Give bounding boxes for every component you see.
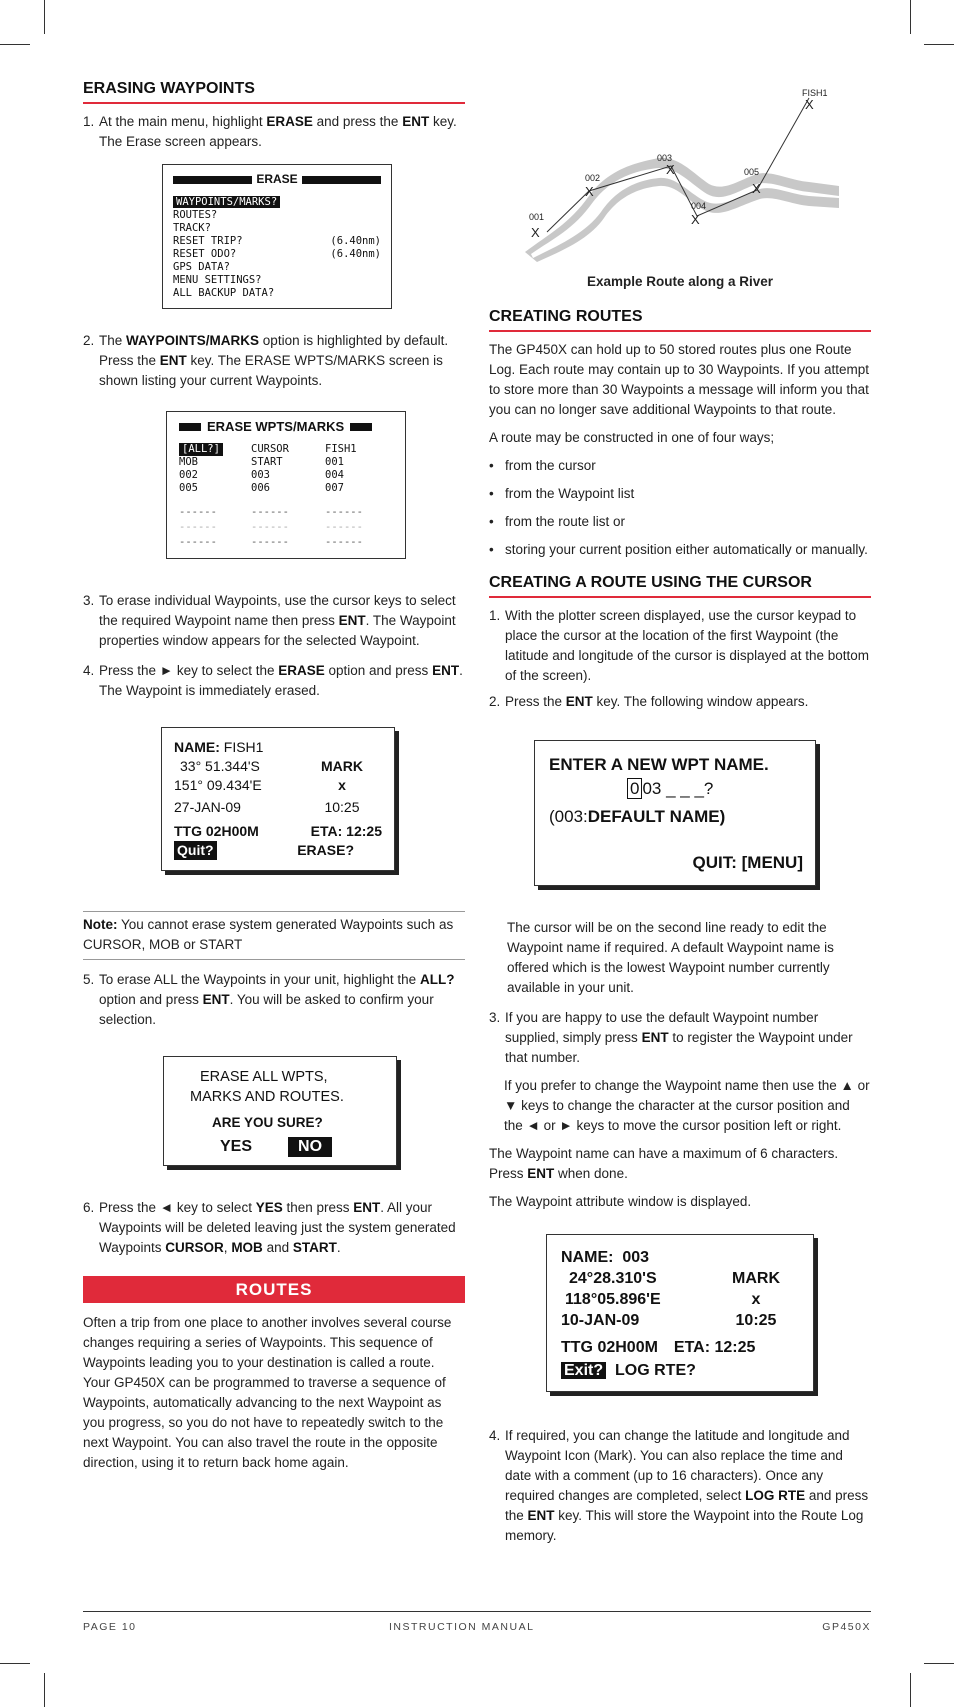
- note-text: You cannot erase system generated Waypoints such as CURSOR, MOB or START: [83, 917, 454, 952]
- step-number: 2.: [83, 333, 95, 348]
- erase-screen-title: ERASE: [256, 172, 298, 186]
- menu-item-label: RESET ODO?: [173, 248, 237, 260]
- up-arrow-icon: ▲: [840, 1078, 854, 1093]
- river-route-diagram: [509, 84, 849, 264]
- left-column: [83, 78, 465, 1481]
- title-bar: [173, 176, 252, 184]
- menu-item-value: (6.40nm): [330, 235, 381, 247]
- eta: ETA: 12:25: [310, 823, 382, 839]
- erase-menu-item: ROUTES?: [173, 209, 218, 221]
- menu-item-label: RESET TRIP?: [173, 235, 243, 247]
- confirm-question: ARE YOU SURE?: [212, 1115, 323, 1130]
- step-text: key. The Erase screen appears.: [99, 114, 457, 149]
- wpt-cell: START: [251, 456, 283, 468]
- section-heading-route-using-cursor: CREATING A ROUTE USING THE CURSOR: [489, 572, 871, 598]
- wpt-cell: 001: [325, 456, 344, 468]
- bold-term: ENT: [353, 1200, 381, 1215]
- wpt-cell: 006: [251, 482, 270, 494]
- erase-menu-item: [173, 196, 381, 209]
- river-label: 002: [585, 173, 601, 183]
- waypoint-marker: X: [805, 97, 814, 112]
- right-arrow-icon: ►: [159, 663, 174, 678]
- step-number: 3.: [489, 1010, 501, 1025]
- wpt-cell: 003: [251, 469, 270, 481]
- bullet-icon: •: [489, 486, 494, 501]
- crop-mark: [910, 1673, 911, 1707]
- cursor-step-1: [489, 606, 871, 686]
- mark-icon: x: [338, 777, 346, 793]
- wpt-cell: CURSOR: [251, 443, 289, 455]
- river-bank: [525, 158, 839, 262]
- wpt-blank: ------: [179, 536, 217, 548]
- page-number: PAGE 10: [83, 1621, 137, 1633]
- menu-item-value: (6.40nm): [330, 248, 381, 260]
- step-number: 2.: [489, 694, 501, 709]
- down-arrow-icon: ▼: [504, 1098, 518, 1113]
- bullet-icon: •: [489, 458, 494, 473]
- para-text: keys to move the cursor position left or right.: [572, 1118, 842, 1133]
- note-label: Note:: [83, 917, 118, 932]
- wpt-cell: 005: [179, 482, 198, 494]
- left-arrow-icon: ◄: [159, 1200, 174, 1215]
- crop-mark: [910, 0, 911, 34]
- list-item-text: from the cursor: [505, 458, 596, 473]
- right-arrow-icon: ►: [559, 1118, 573, 1133]
- erase-menu-screen: [162, 164, 392, 309]
- bold-term: ENT: [565, 694, 593, 709]
- waypoint-marker: X: [531, 225, 540, 240]
- bold-term: ALL?: [419, 972, 455, 987]
- erase-option: ERASE?: [297, 842, 354, 858]
- attribute-window-paragraph: The Waypoint attribute window is displayed.: [489, 1194, 752, 1209]
- step-text: then press: [282, 1200, 354, 1215]
- para-text: The Waypoint name can have a maximum of 6 characters. Press: [489, 1146, 839, 1181]
- routes-section-band: ROUTES: [83, 1276, 465, 1303]
- title-bar: [302, 176, 381, 184]
- erase-all-confirm-screen: [163, 1056, 397, 1166]
- title-bar: [350, 423, 372, 431]
- bullet-icon: •: [489, 542, 494, 557]
- step-text: key. This will store the Waypoint into the Route Log memory.: [505, 1508, 864, 1543]
- step-text: .: [336, 1240, 341, 1255]
- river-label: 003: [657, 153, 673, 163]
- step-text: key to select: [173, 1200, 256, 1215]
- wpts-screen-title: ERASE WPTS/MARKS: [207, 419, 345, 434]
- mark-label: MARK: [732, 1270, 780, 1287]
- page-footer: [83, 1611, 871, 1633]
- mark-icon: x: [751, 1291, 761, 1308]
- list-item: [489, 456, 871, 476]
- list-item-text: storing your current position either automatically or manually.: [505, 542, 868, 557]
- cursor-step-2: [489, 692, 871, 712]
- waypoint-marker: X: [752, 181, 761, 196]
- step-text: and press the: [505, 1488, 869, 1523]
- step-text: option and press: [99, 992, 203, 1007]
- step-6: [83, 1198, 465, 1258]
- model-name: GP450X: [822, 1621, 871, 1633]
- erase-wpts-screen: [166, 411, 406, 559]
- step-text: Press the: [99, 1200, 160, 1215]
- name-label: NAME:: [174, 739, 220, 755]
- river-label: 001: [529, 212, 545, 222]
- para-text: or: [853, 1078, 870, 1093]
- step-text: and press the: [312, 114, 403, 129]
- wpt-blank: ------: [251, 521, 289, 533]
- list-item: [489, 512, 871, 532]
- bold-term: ENT: [527, 1508, 555, 1523]
- quit-option: Quit?: [174, 841, 217, 860]
- longitude: 151° 09.434'E: [174, 777, 262, 793]
- title-bar: [179, 423, 201, 431]
- river-label: FISH1: [802, 88, 828, 98]
- step-number: 5.: [83, 972, 95, 987]
- wpt-cell: MOB: [179, 456, 198, 468]
- bold-term: ENT: [641, 1030, 669, 1045]
- bold-term: ENT: [338, 613, 366, 628]
- list-item-text: from the route list or: [505, 514, 626, 529]
- erase-menu-item: MENU SETTINGS?: [173, 274, 262, 286]
- step-1: [83, 112, 465, 152]
- step-text: option and press: [324, 663, 433, 678]
- no-option: NO: [288, 1137, 332, 1157]
- wpt-cell: 002: [179, 469, 198, 481]
- bold-term: ERASE: [266, 114, 313, 129]
- bold-term: ENT: [159, 353, 187, 368]
- bold-term: MOB: [231, 1240, 263, 1255]
- change-name-paragraph: [504, 1076, 871, 1136]
- list-item: [489, 540, 871, 560]
- step-number: 6.: [83, 1200, 95, 1215]
- crop-mark: [44, 1673, 45, 1707]
- date: 27-JAN-09: [174, 799, 241, 815]
- eta: ETA: 12:25: [673, 1339, 756, 1356]
- yes-option: YES: [220, 1138, 253, 1155]
- para-text: when done.: [554, 1166, 628, 1181]
- new-waypoint-name-screen: [534, 740, 816, 886]
- para-text: keys to change the character at the cursor position and the: [504, 1098, 850, 1133]
- default-name-label: DEFAULT NAME): [587, 807, 726, 826]
- right-column: [489, 84, 871, 1552]
- bold-term: ERASE: [278, 663, 325, 678]
- ways-intro: A route may be constructed in one of four ways;: [489, 430, 775, 445]
- step-number: 4.: [489, 1428, 501, 1443]
- list-item-text: from the Waypoint list: [505, 486, 635, 501]
- mark-label: MARK: [321, 758, 363, 774]
- max-chars-paragraph: [489, 1144, 871, 1184]
- left-arrow-icon: ◄: [526, 1118, 540, 1133]
- manual-title: INSTRUCTION MANUAL: [389, 1621, 535, 1633]
- step-3: [83, 591, 465, 651]
- name-label: NAME:: [561, 1249, 614, 1266]
- step-text: option is highlighted by default. Press the: [99, 333, 449, 368]
- crop-mark: [44, 0, 45, 34]
- waypoint-marker: X: [666, 162, 675, 177]
- crop-mark: [0, 44, 30, 45]
- name-entry: 03 _ _ _?: [642, 779, 714, 798]
- time: 10:25: [735, 1312, 777, 1329]
- waypoint-name: FISH1: [223, 739, 264, 755]
- step-text: To erase ALL the Waypoints in your unit, highlight the: [99, 972, 420, 987]
- step-text: Press the: [505, 694, 566, 709]
- wpt-blank: ------: [325, 536, 363, 548]
- time: 10:25: [324, 799, 360, 815]
- bold-term: START: [292, 1240, 337, 1255]
- step-4: [83, 661, 465, 701]
- bullet-icon: •: [489, 514, 494, 529]
- menu-item-selected: WAYPOINTS/MARKS?: [173, 196, 280, 208]
- ttg: TTG 02H00M: [174, 823, 259, 839]
- creating-routes-paragraph: The GP450X can hold up to 50 stored routes plus one Route Log. Each route may contain up to 30 Waypoints. If you attempt to store more than 30 Waypoints a message will inform you that you can no longer save additional Waypoints to that route.: [489, 342, 869, 417]
- erase-menu-item: TRACK?: [173, 222, 211, 234]
- bold-term: ENT: [432, 663, 460, 678]
- edit-cursor: 0: [627, 778, 642, 799]
- exit-option: Exit?: [561, 1362, 606, 1379]
- para-text: If you prefer to change the Waypoint name then use the: [504, 1078, 841, 1093]
- wpt-cell: 004: [325, 469, 344, 481]
- section-heading-creating-routes: CREATING ROUTES: [489, 306, 871, 332]
- step-text: . The Waypoint is immediately erased.: [99, 663, 463, 698]
- cursor-step-4: [489, 1426, 871, 1546]
- step-number: 1.: [83, 114, 95, 129]
- bold-term: LOG RTE: [745, 1488, 806, 1503]
- step-number: 3.: [83, 593, 95, 608]
- erase-menu-item: [173, 235, 381, 248]
- bold-term: YES: [255, 1200, 283, 1215]
- step-text: With the plotter screen displayed, use the cursor keypad to place the cursor at the location of the first Waypoint (the latitude and longitude of the cursor is displayed at the bottom of the screen).: [505, 608, 869, 683]
- wpt-blank: ------: [179, 506, 217, 518]
- step-text: to register the Waypoint under that number.: [505, 1030, 853, 1065]
- new-wpt-title: ENTER A NEW WPT NAME.: [549, 755, 769, 774]
- crop-mark: [0, 1663, 30, 1664]
- latitude: 33° 51.344'S: [180, 758, 260, 774]
- erase-menu-item: ALL BACKUP DATA?: [173, 287, 275, 299]
- wpt-cell: FISH1: [325, 443, 357, 455]
- date: 10-JAN-09: [561, 1312, 640, 1329]
- river-label: 004: [691, 201, 707, 211]
- bold-term: ENT: [402, 114, 430, 129]
- longitude: 118°05.896'E: [565, 1291, 661, 1308]
- bold-term: ENT: [527, 1166, 555, 1181]
- list-item: [489, 484, 871, 504]
- erase-menu-item: [173, 248, 381, 261]
- wpt-cell-selected: [ALL?]: [179, 443, 223, 456]
- ttg: TTG 02H00M: [561, 1339, 658, 1356]
- waypoint-name: 003: [622, 1249, 650, 1266]
- step-text: . The Waypoint properties window appears for the selected Waypoint.: [99, 613, 456, 648]
- wpt-cell: 007: [325, 482, 344, 494]
- step-text: key to select the: [173, 663, 279, 678]
- erase-menu-item: GPS DATA?: [173, 261, 230, 273]
- step-text: If required, you can change the latitude and longitude and Waypoint Icon (Mark). You can also replace the time and date with a comment (up to 16 characters). Once any required changes are completed, select: [505, 1428, 850, 1503]
- crop-mark: [924, 44, 954, 45]
- para-text: or: [539, 1118, 560, 1133]
- wpt-blank: ------: [179, 521, 217, 533]
- step-text: and: [262, 1240, 293, 1255]
- step-text: key. The ERASE WPTS/MARKS screen is shown listing your current Waypoints.: [99, 353, 443, 388]
- waypoint-marker: X: [691, 212, 700, 227]
- step-text: ,: [223, 1240, 232, 1255]
- cursor-note-paragraph: The cursor will be on the second line ready to edit the Waypoint name if required. A default Waypoint name is offered which is the lowest Waypoint number currently available in your unit.: [507, 920, 834, 995]
- step-text: The: [99, 333, 127, 348]
- step-text: . You will be asked to confirm your selection.: [99, 992, 434, 1027]
- waypoint-attribute-screen: [546, 1234, 814, 1392]
- wpt-blank: ------: [251, 536, 289, 548]
- step-text: . All your Waypoints will be deleted leaving just the system generated Waypoints: [99, 1200, 456, 1255]
- step-text: If you are happy to use the default Waypoint number supplied, simply press: [505, 1010, 819, 1045]
- bold-term: CURSOR: [165, 1240, 224, 1255]
- bold-term: ENT: [202, 992, 230, 1007]
- quit-menu-hint: QUIT: [MENU]: [692, 853, 803, 872]
- crop-mark: [924, 1663, 954, 1664]
- step-2: [83, 331, 465, 391]
- step-number: 4.: [83, 663, 95, 678]
- default-prefix: (003:: [549, 807, 588, 826]
- step-text: Press the: [99, 663, 160, 678]
- step-text: At the main menu, highlight: [99, 114, 267, 129]
- latitude: 24°28.310'S: [569, 1270, 657, 1287]
- river-label: 005: [744, 167, 760, 177]
- fish1-waypoint-screen: [161, 727, 395, 871]
- bold-term: WAYPOINTS/MARKS: [126, 333, 260, 348]
- river-diagram-caption: Example Route along a River: [586, 274, 774, 289]
- routes-intro-paragraph: Often a trip from one place to another involves several course changes requiring a series of Waypoints. This sequence of Waypoints leading you to your destination is called a route. Your GP450X can be programmed to traverse a sequence of Waypoints, automatically advancing to the next Waypoint as you progress, so you do not have to repeatedly switch to the next Waypoint. You can also travel the route in the opposite direction, using it to return back home again.: [83, 1315, 452, 1470]
- wpt-blank: ------: [325, 521, 363, 533]
- ways-list: [489, 456, 871, 560]
- confirm-line-1: ERASE ALL WPTS,: [200, 1069, 328, 1085]
- step-5: [83, 970, 465, 1030]
- step-number: 1.: [489, 608, 501, 623]
- step-text: key. The following window appears.: [592, 694, 809, 709]
- confirm-line-2: MARKS AND ROUTES.: [190, 1089, 344, 1105]
- cursor-step-3: [489, 1008, 871, 1068]
- note-box: [83, 911, 465, 960]
- section-heading-erasing-waypoints: ERASING WAYPOINTS: [83, 78, 465, 104]
- wpt-blank: ------: [325, 506, 363, 518]
- log-route-option: LOG RTE?: [615, 1362, 696, 1379]
- step-text: To erase individual Waypoints, use the cursor keys to select the required Waypoint name then press: [99, 593, 456, 628]
- wpt-blank: ------: [251, 506, 289, 518]
- waypoint-marker: X: [585, 184, 594, 199]
